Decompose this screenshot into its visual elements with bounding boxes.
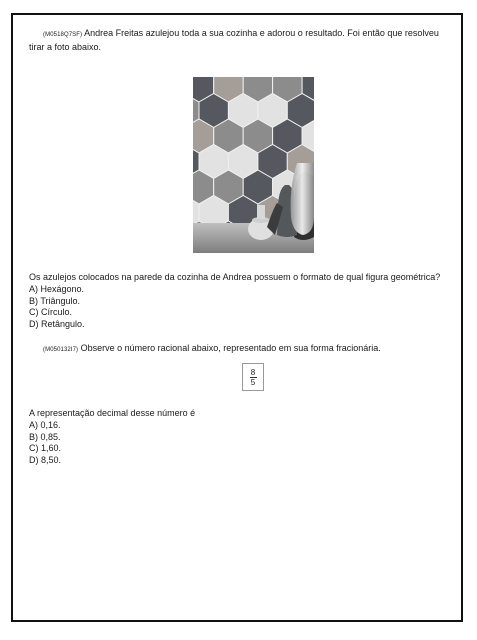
hexagon-tiles-photo bbox=[193, 77, 314, 253]
question-2-option-c: C) 1,60. bbox=[29, 443, 62, 453]
hexagon-tile-image bbox=[193, 77, 314, 253]
question-1-options bbox=[29, 284, 85, 330]
question-1-option-b: B) Triângulo. bbox=[29, 295, 81, 306]
question-2-options bbox=[29, 420, 61, 466]
question-1-option-c: C) Círculo. bbox=[29, 307, 73, 317]
page-frame bbox=[11, 13, 463, 622]
question-2-stem: A representação decimal desse número é bbox=[29, 408, 196, 418]
question-1-intro-text: Andrea Freitas azulejou toda a sua cozinha e adorou o resultado. Foi então que resolveu tirar a foto abaixo. bbox=[29, 28, 439, 52]
fraction-denominator: 5 bbox=[250, 377, 256, 387]
question-2-option-b: B) 0,85. bbox=[29, 431, 61, 442]
question-2-intro bbox=[43, 342, 381, 356]
question-2-code: (M050132I7) bbox=[43, 347, 79, 353]
worksheet-content bbox=[29, 27, 454, 465]
question-2-intro-text: Observe o número racional abaixo, representado em sua forma fracionária. bbox=[80, 343, 381, 353]
question-1-intro bbox=[29, 27, 454, 53]
question-1-option-a: A) Hexágono. bbox=[29, 284, 85, 294]
fraction-numerator: 8 bbox=[250, 367, 256, 377]
question-1-option-d: D) Retângulo. bbox=[29, 318, 85, 329]
question-1-stem: Os azulejos colocados na parede da cozinha de Andrea possuem o formato de qual figura geométrica? bbox=[29, 272, 441, 282]
fraction-box bbox=[242, 363, 264, 391]
question-2-option-d: D) 8,50. bbox=[29, 454, 62, 465]
question-1-code: (M0518Q7SF) bbox=[43, 32, 83, 38]
question-2-option-a: A) 0,16. bbox=[29, 420, 61, 430]
